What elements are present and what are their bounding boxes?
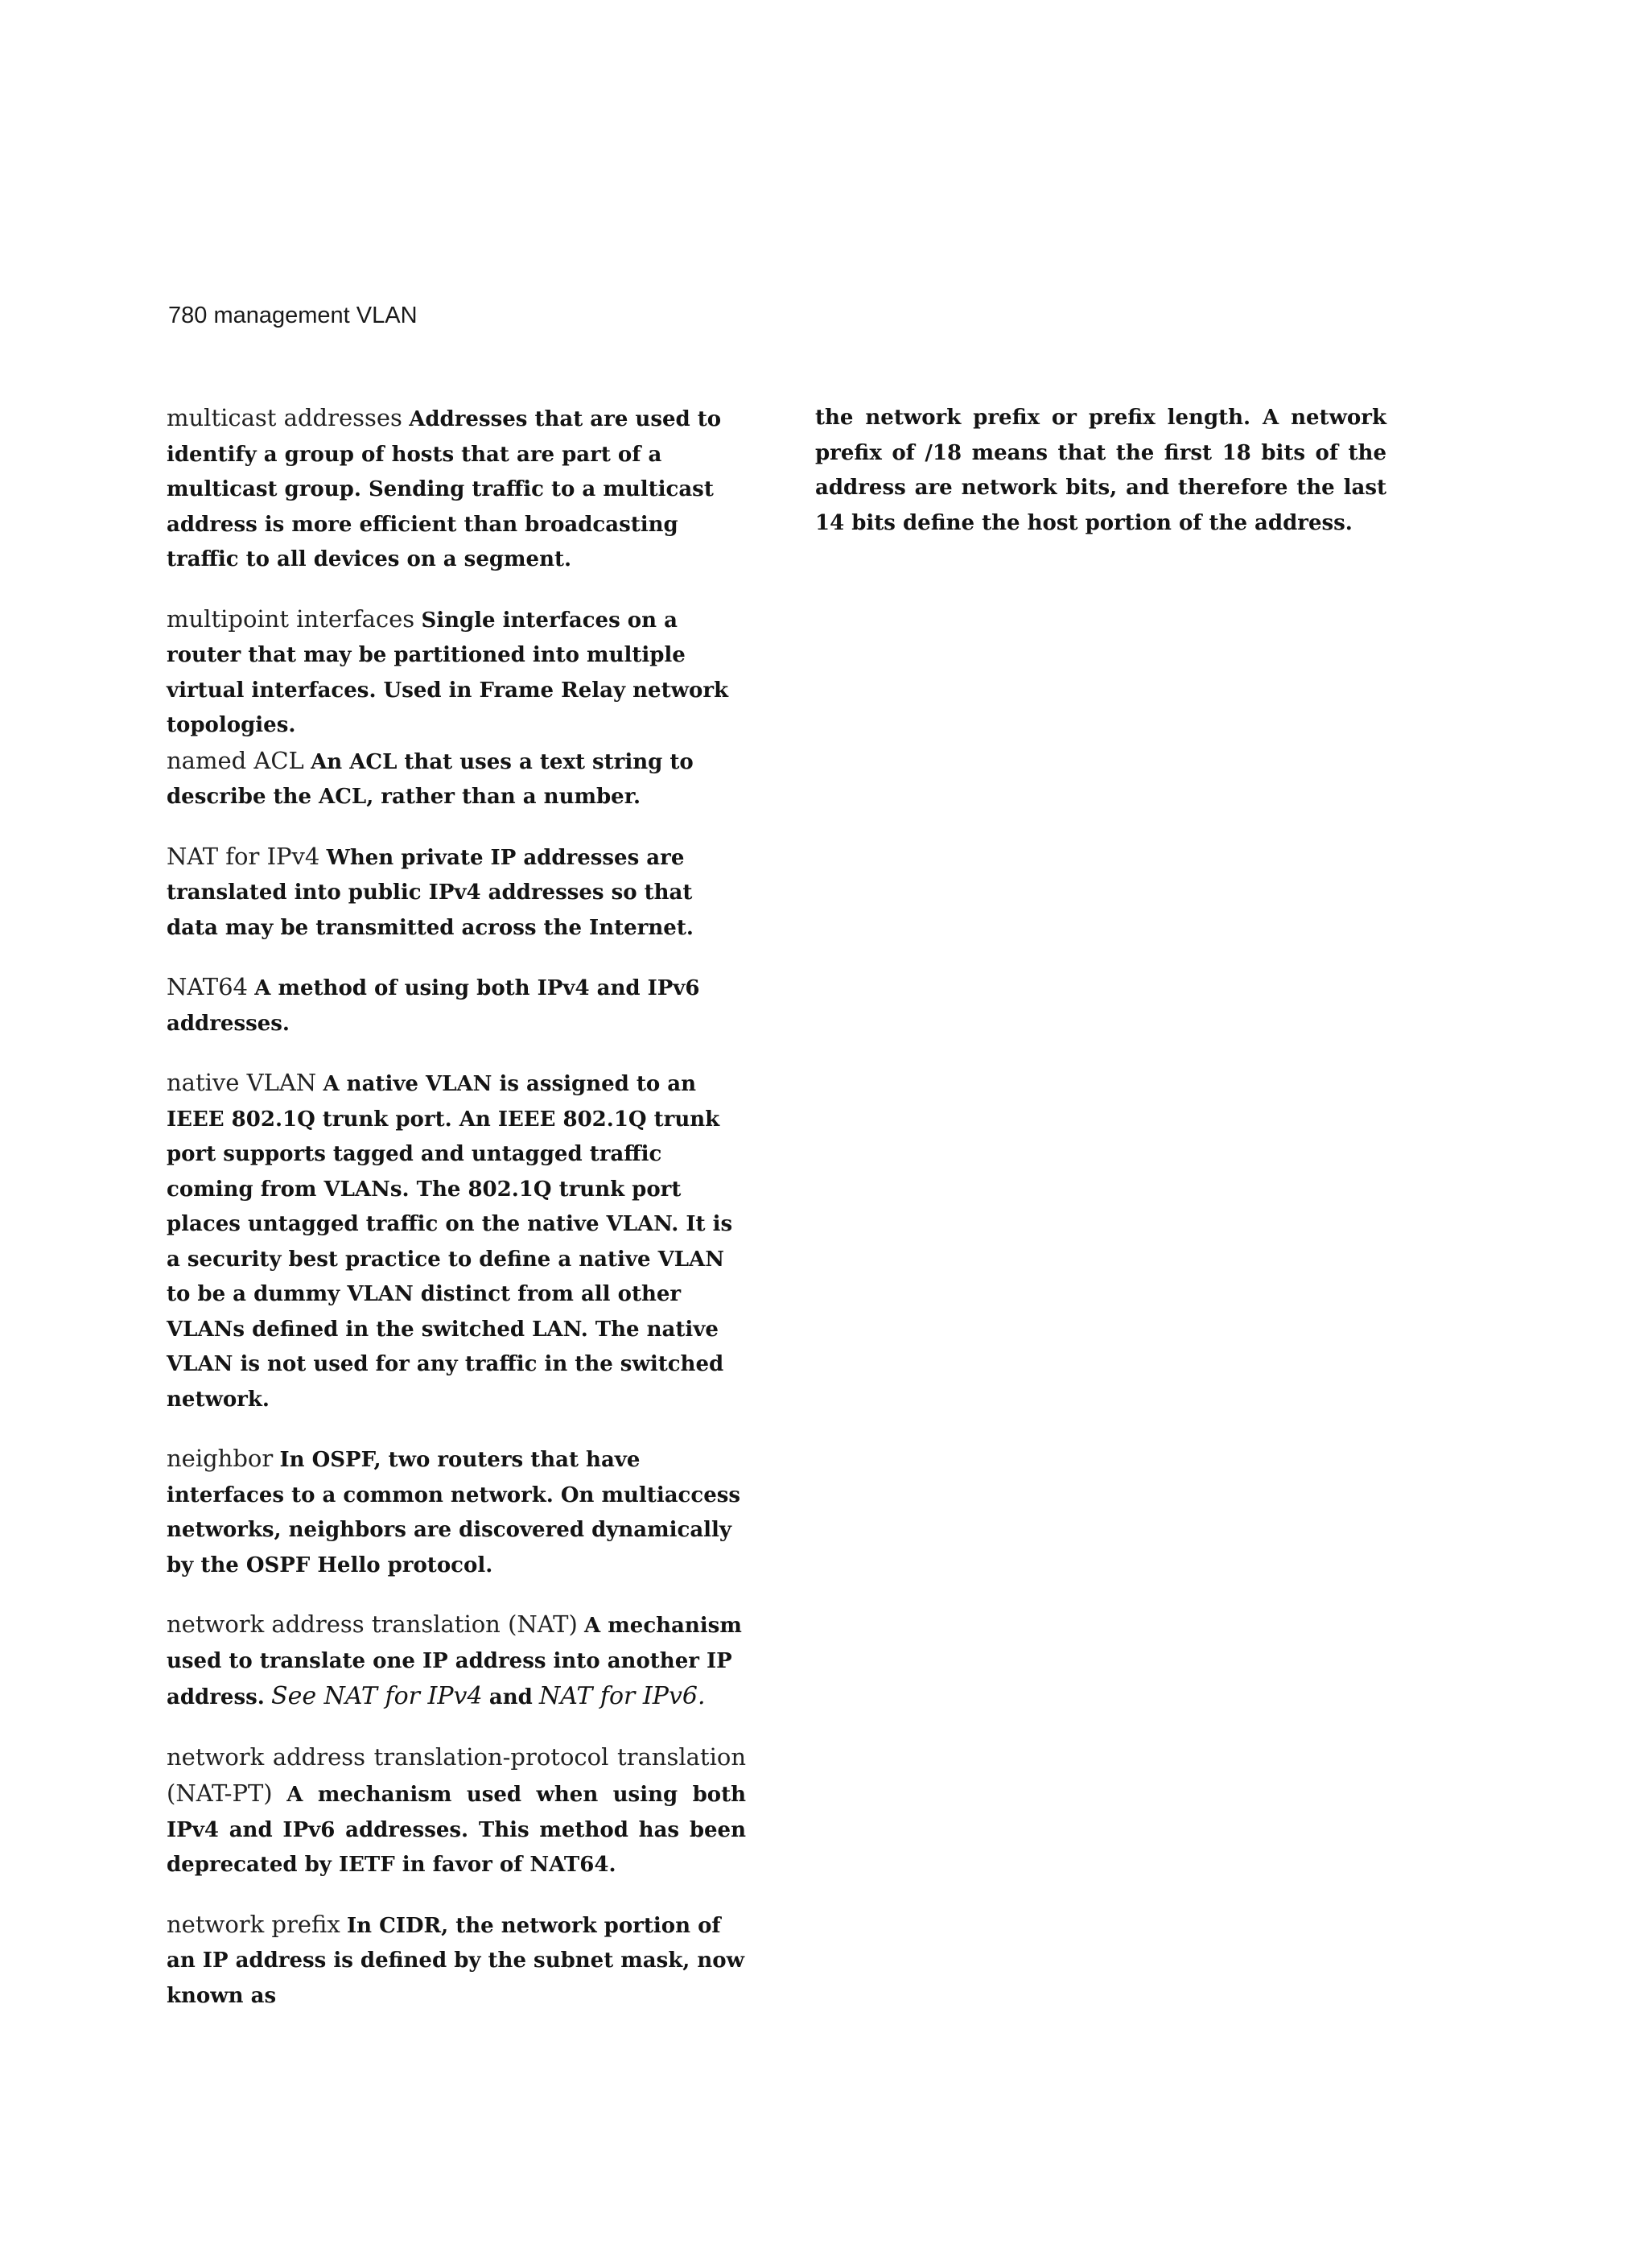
glossary-term: multicast addresses [167,404,402,431]
glossary-entry [167,1607,746,1716]
glossary-term: NAT64 [167,973,248,1000]
glossary-term: named ACL [167,746,304,774]
glossary-entry [167,401,746,578]
glossary-left-column [167,401,746,2038]
cross-reference: See NAT for IPv4 [271,1682,483,1710]
glossary-entry [167,1740,746,1883]
glossary-definition: A mechanism used to translate one IP address into another IP address. [167,1614,742,1709]
glossary-term: multipoint interfaces [167,604,415,633]
glossary-definition: Single interfaces on a router that may be partitioned into multiple virtual interfaces. Used in Frame Relay network topologies. [167,608,729,737]
glossary-definition: An ACL that uses a text string to describe the ACL, rather than a number. [167,749,694,809]
glossary-definition: In CIDR, the network portion of an IP address is defined by the subnet mask, now known as [167,1913,745,2008]
glossary-entry [167,839,746,946]
glossary-definition: In OSPF, two routers that have interfaces to a common network. On multiaccess networks, neighbors are discovered dynamically by the OSPF Hello protocol. [167,1448,741,1577]
cross-reference-conjunction: and [488,1685,533,1709]
glossary-definition: A mechanism used when using both IPv4 and IPv6 addresses. This method has been deprecated by IETF in favor of NAT64. [167,1783,746,1877]
glossary-term: native VLAN [167,1069,317,1096]
glossary-entry [167,970,746,1041]
cross-reference: NAT for IPv6. [539,1682,706,1710]
glossary-right-column [815,401,1386,565]
glossary-definition: A native VLAN is assigned to an IEEE 802.1Q trunk port. An IEEE 802.1Q trunk port supports tagged and untagged traffic coming from VLANs. The 802.1Q trunk port places untagged traffic on the native VLAN. It is a security best practice to define a native VLAN to be a dummy VLAN distinct from all other VLANs defined in the switched LAN. The native VLAN is not used for any traffic in the switched network. [167,1072,733,1412]
glossary-term: network prefix [167,1910,340,1938]
glossary-continuation [815,401,1386,541]
glossary-term: network address translation-protocol translation (NAT-PT) [167,1742,746,1807]
glossary-entry [167,1066,746,1417]
glossary-definition: Addresses that are used to identify a group of hosts that are part of a multicast group. Sending traffic to a multicast address is more efficient than broadcasting traffic to all devices on a segment. [167,407,722,571]
glossary-term: network address translation (NAT) [167,1610,578,1638]
glossary-definition: When private IP addresses are translated into public IPv4 addresses so that data may be transmitted across the Internet. [167,845,694,940]
glossary-entry [167,1441,746,1583]
glossary-definition: the network prefix or prefix length. A network prefix of /18 means that the first 18 bits of the address are network bits, and therefore the last 14 bits define the host portion of the address. [815,406,1386,535]
glossary-entry [167,602,746,744]
running-head: 780 management VLAN [168,303,418,328]
glossary-term: NAT for IPv4 [167,842,320,870]
glossary-definition: A method of using both IPv4 and IPv6 addresses. [167,976,700,1036]
glossary-term: neighbor [167,1445,274,1472]
glossary-entry [167,744,746,815]
glossary-entry [167,1907,746,2014]
